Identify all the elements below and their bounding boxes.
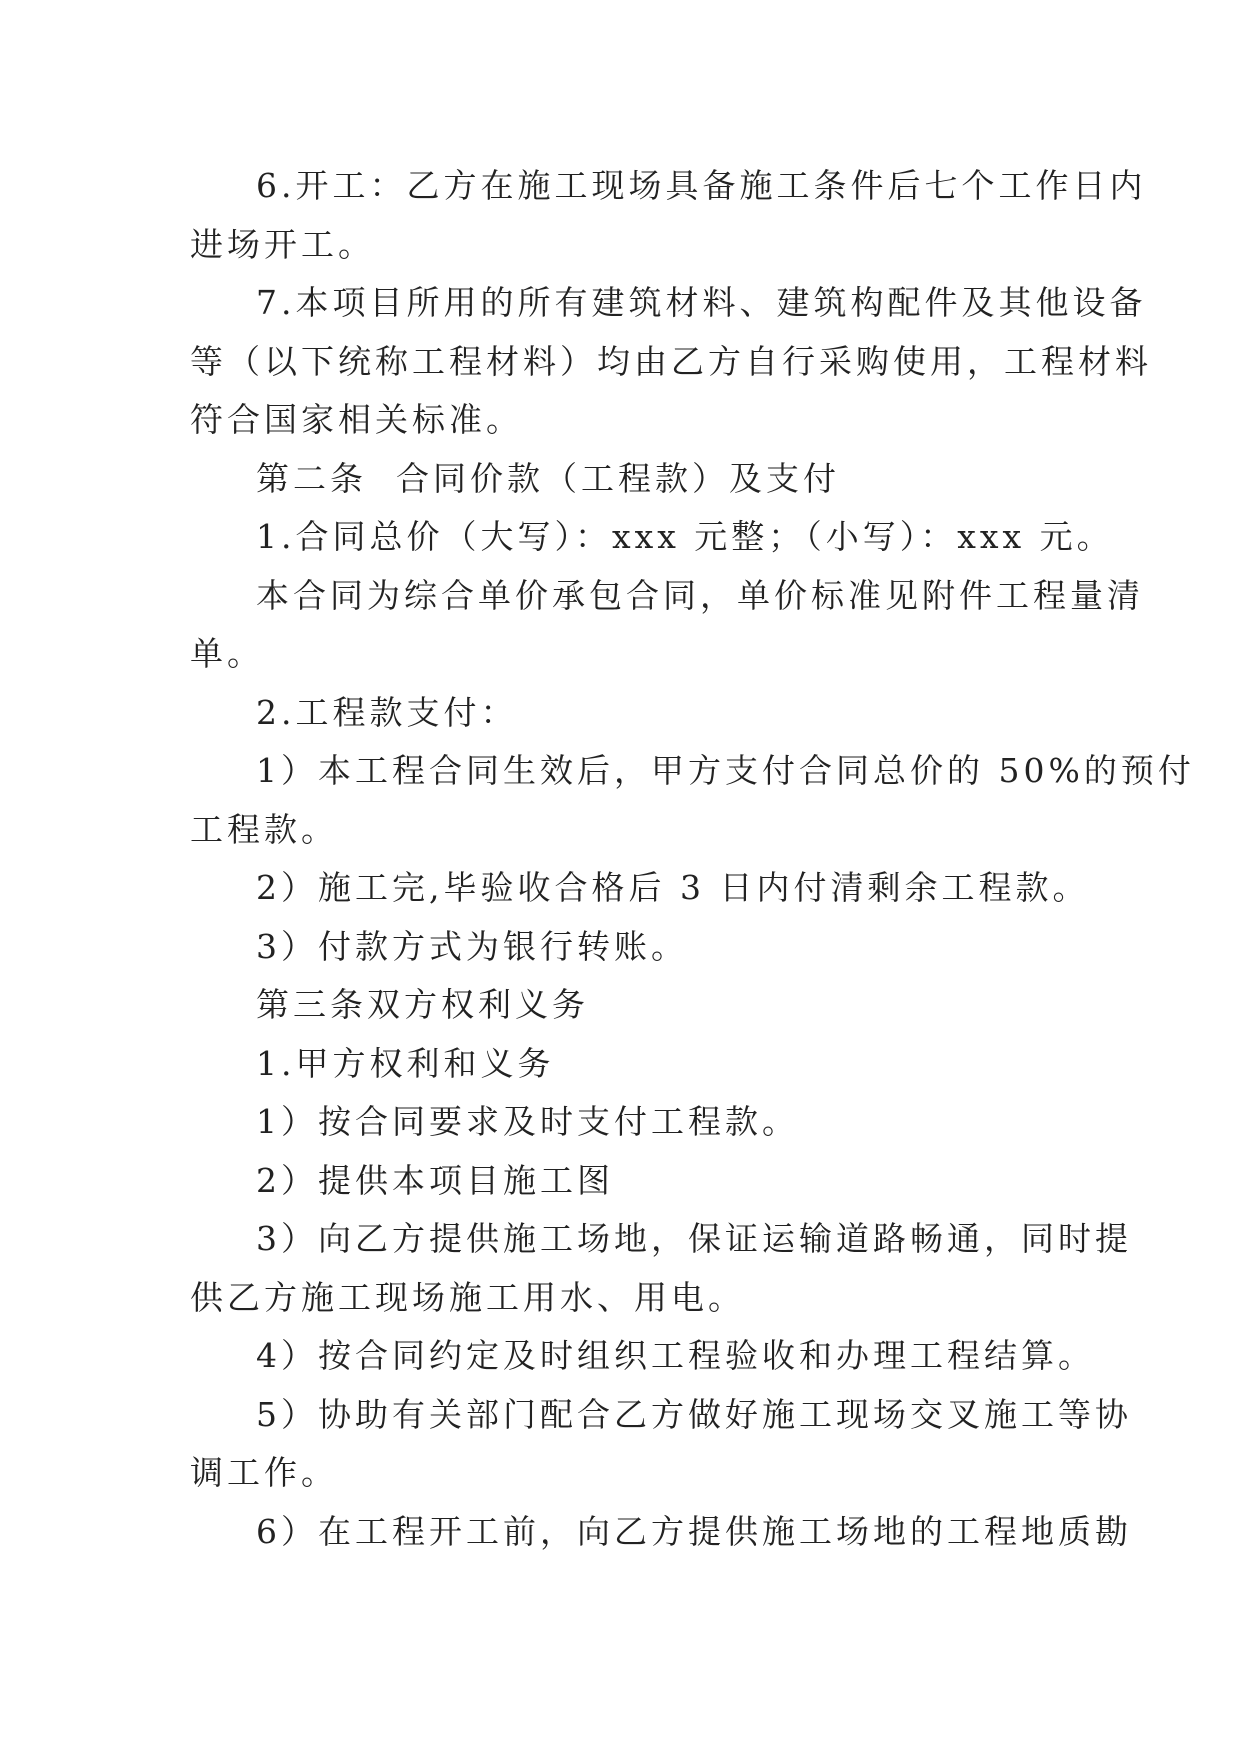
text-line: 2）施工完,毕验收合格后 3 日内付清剩余工程款。 [256,868,1090,907]
section-heading: 第二条 合同价款（工程款）及支付 [256,458,840,498]
text-line: 2.工程款支付： [256,692,518,732]
document-body [190,157,1195,1561]
text-line: 进场开工。 [190,224,375,264]
text-line: 1.合同总价（大写）：xxx 元整；（小写）：xxx 元。 [256,517,1114,556]
text-line: 1.甲方权利和义务 [256,1043,555,1083]
text-line: 工程款。 [190,809,338,849]
text-line: 5）协助有关部门配合乙方做好施工现场交叉施工等协 [256,1394,1132,1434]
text-line: 3）向乙方提供施工场地，保证运输道路畅通，同时提 [256,1219,1132,1258]
text-line: 1）本工程合同生效后，甲方支付合同总价的 50%的预付 [256,751,1195,790]
text-line: 6）在工程开工前，向乙方提供施工场地的工程地质勘 [256,1511,1132,1551]
text-line: 单。 [190,634,264,673]
text-line: 等（以下统称工程材料）均由乙方自行采购使用，工程材料 [190,341,1152,381]
text-line: 本合同为综合单价承包合同，单价标准见附件工程量清 [256,575,1144,615]
text-line: 调工作。 [190,1453,338,1492]
text-line: 4）按合同约定及时组织工程验收和办理工程结算。 [256,1336,1095,1375]
text-line: 2）提供本项目施工图 [256,1160,614,1200]
text-line: 1）按合同要求及时支付工程款。 [256,1102,799,1141]
section-heading: 第三条双方权利义务 [256,985,589,1024]
text-line: 供乙方施工现场施工用水、用电。 [190,1277,745,1317]
text-line: 7.本项目所用的所有建筑材料、建筑构配件及其他设备 [256,283,1147,322]
text-line: 3）付款方式为银行转账。 [256,926,688,966]
text-line: 符合国家相关标准。 [190,400,523,439]
text-line: 6.开工：乙方在施工现场具备施工条件后七个工作日内 [256,166,1147,205]
